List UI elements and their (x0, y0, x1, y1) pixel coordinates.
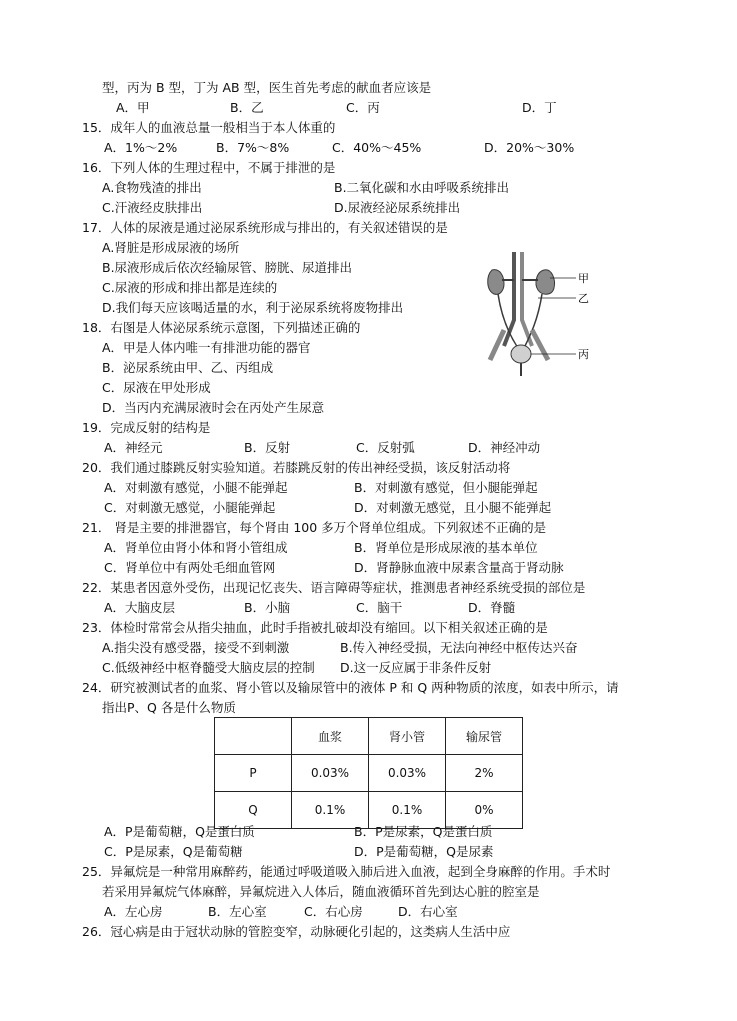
q17-option-b: B.尿液形成后依次经输尿管、膀胱、尿道排出 (102, 260, 353, 275)
q20-option-a: A．对刺激有感觉，小腿不能弹起 (104, 480, 288, 495)
q22-option-d: D．脊髓 (468, 600, 516, 615)
q23-option-b: B.传入神经受损，无法向神经中枢传达兴奋 (340, 640, 578, 655)
q15-option-b: B．7%～8% (216, 140, 290, 155)
q18-option-d: D．当丙内充满尿液时会在丙处产生尿意 (102, 400, 325, 415)
q22-option-a: A．大脑皮层 (104, 600, 176, 615)
q17-stem: 17．人体的尿液是通过泌尿系统形成与排出的，有关叙述错误的是 (82, 220, 448, 235)
table-header-cell: 肾小管 (369, 718, 446, 755)
label-jia: 甲 (578, 272, 589, 285)
table-cell: 0.1% (292, 792, 369, 829)
table-cell: 0.1% (369, 792, 446, 829)
q19-option-b: B．反射 (244, 440, 291, 455)
q14-option-a: A．甲 (116, 100, 150, 115)
urinary-system-illustration (484, 250, 594, 378)
q26-stem: 26．冠心病是由于冠状动脉的管腔变窄，动脉硬化引起的，这类病人生活中应 (82, 924, 511, 939)
q17-option-a: A.肾脏是形成尿液的场所 (102, 240, 240, 255)
q19-stem: 19．完成反射的结构是 (82, 420, 211, 435)
q21-option-d: D．肾静脉血液中尿素含量高于肾动脉 (354, 560, 564, 575)
q14-option-d: D．丁 (522, 100, 557, 115)
q16-option-d: D.尿液经泌尿系统排出 (334, 200, 461, 215)
table-cell: 2% (446, 755, 523, 792)
q15-option-a: A．1%～2% (104, 140, 178, 155)
q25-option-c: C．右心房 (304, 904, 363, 919)
q23-option-d: D.这一反应属于非条件反射 (340, 660, 492, 675)
q22-stem: 22．某患者因意外受伤，出现记忆丧失、语言障碍等症状，推测患者神经系统受损的部位是 (82, 580, 586, 595)
q18-option-a: A．甲是人体内唯一有排泄功能的器官 (102, 340, 311, 355)
q23-option-a: A.指尖没有感受器，接受不到刺激 (102, 640, 290, 655)
q21-option-c: C．肾单位中有两处毛细血管网 (104, 560, 276, 575)
bladder (511, 345, 531, 363)
q14-option-b: B．乙 (230, 100, 264, 115)
q21-option-a: A．肾单位由肾小体和肾小管组成 (104, 540, 288, 555)
concentration-table (214, 717, 523, 829)
q25-option-a: A．左心房 (104, 904, 163, 919)
table-header-cell: 输尿管 (446, 718, 523, 755)
q19-option-d: D．神经冲动 (468, 440, 541, 455)
table-cell: P (215, 755, 292, 792)
table-header-cell: 血浆 (292, 718, 369, 755)
q24-option-c: C．P是尿素，Q是葡萄糖 (104, 844, 243, 859)
q15-stem: 15．成年人的血液总量一般相当于本人体重的 (82, 120, 336, 135)
q14-option-c: C．丙 (346, 100, 380, 115)
table-header-row (215, 718, 523, 755)
q17-option-c: C.尿液的形成和排出都是连续的 (102, 280, 278, 295)
q16-option-b: B.二氧化碳和水由呼吸系统排出 (334, 180, 510, 195)
q20-option-b: B．对刺激有感觉，但小腿能弹起 (354, 480, 538, 495)
label-yi: 乙 (578, 292, 589, 305)
q16-stem: 16．下列人体的生理过程中，不属于排泄的是 (82, 160, 336, 175)
q22-option-c: C．脑干 (356, 600, 403, 615)
q25-option-d: D．右心室 (398, 904, 458, 919)
table-row (215, 792, 523, 829)
q17-option-d: D.我们每天应该喝适量的水，利于泌尿系统将废物排出 (102, 300, 404, 315)
q24-stem: 24．研究被测试者的血浆、肾小管以及输尿管中的液体 P 和 Q 两种物质的浓度，如表中所示，请 (82, 680, 619, 695)
q22-option-b: B．小脑 (244, 600, 291, 615)
right-kidney (536, 270, 555, 294)
table-cell: 0.03% (292, 755, 369, 792)
q24-option-d: D．P是葡萄糖，Q是尿素 (354, 844, 494, 859)
q19-option-a: A．神经元 (104, 440, 163, 455)
q15-option-c: C．40%～45% (332, 140, 422, 155)
q20-option-c: C．对刺激无感觉，小腿能弹起 (104, 500, 276, 515)
q18-stem: 18．右图是人体泌尿系统示意图，下列描述正确的 (82, 320, 361, 335)
q24-option-a: A．P是葡萄糖，Q是蛋白质 (104, 824, 255, 839)
table-header-cell (215, 718, 292, 755)
q24-stem-continued: 指出P、Q 各是什么物质 (102, 700, 236, 715)
q24-option-b: B．P是尿素，Q是蛋白质 (354, 824, 493, 839)
table-cell: 0% (446, 792, 523, 829)
q23-stem: 23．体检时常常会从指尖抽血，此时手指被扎破却没有缩回。以下相关叙述正确的是 (82, 620, 548, 635)
q16-option-c: C.汗液经皮肤排出 (102, 200, 203, 215)
q25-option-b: B．左心室 (208, 904, 267, 919)
table-row (215, 755, 523, 792)
q20-stem: 20．我们通过膝跳反射实验知道。若膝跳反射的传出神经受损，该反射活动将 (82, 460, 511, 475)
q15-option-d: D．20%～30% (484, 140, 575, 155)
q16-option-a: A.食物残渣的排出 (102, 180, 202, 195)
q23-option-c: C.低级神经中枢脊髓受大脑皮层的控制 (102, 660, 315, 675)
table-cell: 0.03% (369, 755, 446, 792)
q19-option-c: C．反射弧 (356, 440, 415, 455)
q18-option-c: C．尿液在甲处形成 (102, 380, 211, 395)
q20-option-d: D．对刺激无感觉，且小腿不能弹起 (354, 500, 552, 515)
q21-option-b: B．肾单位是形成尿液的基本单位 (354, 540, 538, 555)
q21-stem: 21． 肾是主要的排泄器官，每个肾由 100 多万个肾单位组成。下列叙述不正确的是 (82, 520, 547, 535)
q25-stem: 25．异氟烷是一种常用麻醉药，能通过呼吸道吸入肺后进入血液，起到全身麻醉的作用。手术时 (82, 864, 611, 879)
q25-stem-continued: 若采用异氟烷气体麻醉，异氟烷进入人体后，随血液循环首先到达心脏的腔室是 (102, 884, 540, 899)
urinary-system-diagram (484, 250, 594, 378)
left-kidney (488, 270, 504, 295)
table-cell: Q (215, 792, 292, 829)
q18-option-b: B．泌尿系统由甲、乙、丙组成 (102, 360, 274, 375)
q14-stem-continued: 型，丙为 B 型，丁为 AB 型，医生首先考虑的献血者应该是 (102, 80, 432, 95)
label-bing: 丙 (578, 348, 589, 361)
